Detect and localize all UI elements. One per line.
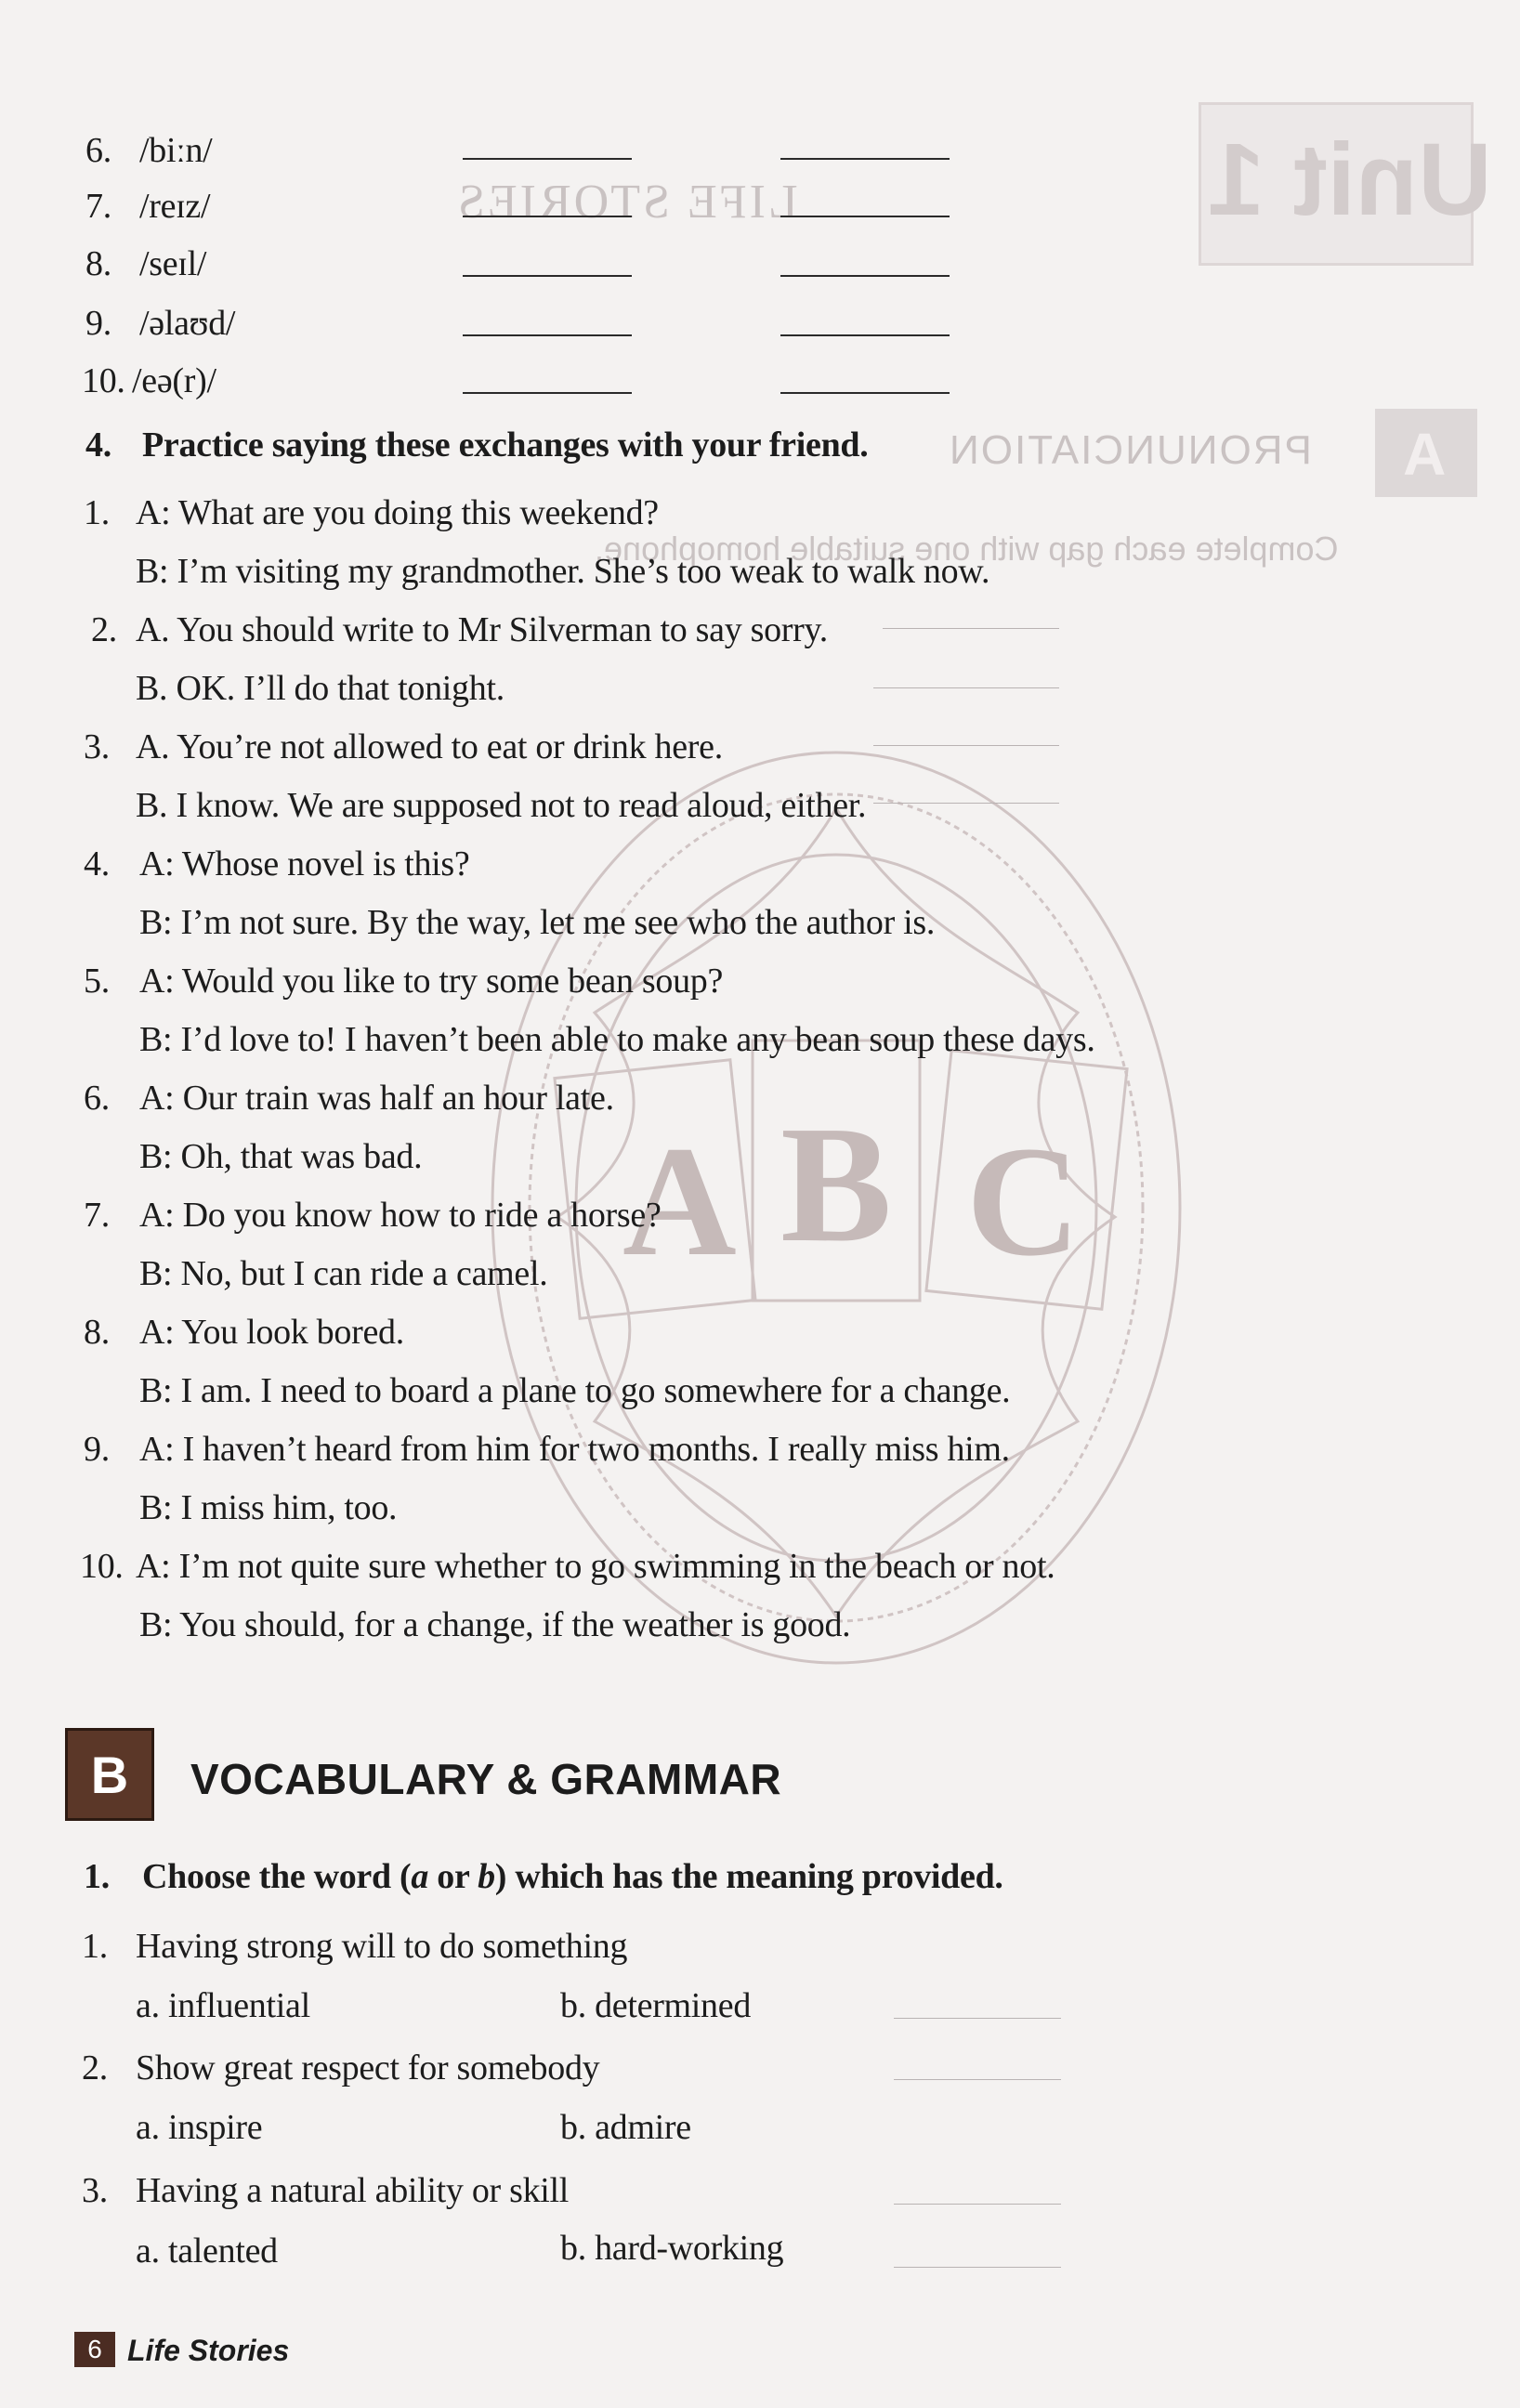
guide-line <box>873 687 1059 688</box>
exchange-6-number: 6. <box>84 1079 110 1118</box>
exchange-5-line-b: B: I’d love to! I haven’t been able to make any bean soup these days. <box>139 1020 1095 1059</box>
vocab-q3-number: 3. <box>82 2171 108 2210</box>
b-exercise-1-instruction <box>142 1856 1003 1897</box>
vocab-q3-option-a[interactable]: a. talented <box>136 2231 278 2271</box>
exchange-4-line-a: A: Whose novel is this? <box>139 844 470 883</box>
exchange-2-line-a: A. You should write to Mr Silverman to say sorry. <box>136 610 828 649</box>
pron-blank-10b[interactable] <box>780 392 950 394</box>
vocab-q3-option-b[interactable]: b. hard-working <box>560 2229 784 2268</box>
vocab-q2-text: Show great respect for somebody <box>136 2048 600 2087</box>
exchange-7-line-a: A: Do you know how to ride a horse? <box>139 1196 662 1235</box>
pron-num-6: 6. <box>85 131 111 170</box>
instruction-option-b: b <box>478 1857 495 1896</box>
guide-line <box>873 745 1059 746</box>
bleed-section-letter: A <box>1403 421 1447 488</box>
instruction-text: Choose the word ( <box>142 1857 412 1896</box>
vocab-q1-option-a[interactable]: a. influential <box>136 1986 310 2025</box>
pron-ipa-9: /əlaʊd/ <box>139 304 236 343</box>
bleed-header: LIFE STORIES <box>455 176 798 229</box>
exercise-4-instruction: Practice saying these exchanges with your friend. <box>142 425 869 465</box>
vocab-q1-answer-blank[interactable] <box>894 2018 1061 2019</box>
pron-blank-10a[interactable] <box>463 392 632 394</box>
exchange-1-line-b: B: I’m visiting my grandmother. She’s too weak to walk now. <box>136 552 990 591</box>
page-number-badge: 6 <box>74 2332 115 2367</box>
instruction-option-a: a <box>411 1857 429 1896</box>
guide-line <box>883 628 1059 629</box>
pron-num-7: 7. <box>85 187 111 226</box>
pron-blank-8b[interactable] <box>780 275 950 277</box>
instruction-text: or <box>428 1857 478 1896</box>
bleed-instruction: Complete each gap with one suitable homophone. <box>595 530 1339 568</box>
bleed-section-title: PRONUNCIATION <box>948 427 1312 473</box>
instruction-text: ) which has the meaning provided. <box>494 1857 1003 1896</box>
pron-blank-6a[interactable] <box>463 158 632 160</box>
bleed-unit-label: Unit 1 <box>1208 123 1492 237</box>
exchange-9-line-b: B: I miss him, too. <box>139 1488 398 1527</box>
exchange-4-number: 4. <box>84 844 110 883</box>
pron-ipa-8: /seɪl/ <box>139 244 207 283</box>
pron-blank-9b[interactable] <box>780 334 950 336</box>
exchange-8-line-a: A: You look bored. <box>139 1313 404 1352</box>
pron-blank-7b[interactable] <box>780 216 950 217</box>
pron-num-8: 8. <box>85 244 111 283</box>
vocab-q3-text: Having a natural ability or skill <box>136 2171 570 2210</box>
exchange-10-number: 10. <box>80 1547 124 1586</box>
section-b-badge: B <box>65 1728 154 1821</box>
exchange-2-number: 2. <box>91 610 117 649</box>
vocab-q1-option-b[interactable]: b. determined <box>560 1986 752 2025</box>
vocab-q1-text: Having strong will to do something <box>136 1927 628 1966</box>
exchange-1-number: 1. <box>84 493 110 532</box>
pron-blank-9a[interactable] <box>463 334 632 336</box>
exchange-7-line-b: B: No, but I can ride a camel. <box>139 1254 548 1293</box>
pron-blank-7a[interactable] <box>463 216 632 217</box>
vocab-q3-answer-blank[interactable] <box>894 2204 1061 2205</box>
watermark-letter-a: A <box>622 1114 737 1289</box>
vocab-q1-number: 1. <box>82 1927 108 1966</box>
exchange-6-line-b: B: Oh, that was bad. <box>139 1137 423 1176</box>
exchange-8-number: 8. <box>84 1313 110 1352</box>
pron-ipa-6: /biːn/ <box>139 131 213 170</box>
exchange-9-number: 9. <box>84 1430 110 1469</box>
exchange-10-line-a: A: I’m not quite sure whether to go swimming in the beach or not. <box>136 1547 1055 1586</box>
exercise-4-number: 4. <box>85 425 111 465</box>
guide-line <box>873 803 1059 804</box>
pron-blank-6b[interactable] <box>780 158 950 160</box>
pron-blank-8a[interactable] <box>463 275 632 277</box>
exchange-2-line-b: B. OK. I’ll do that tonight. <box>136 669 504 708</box>
footer-book-title: Life Stories <box>127 2334 290 2367</box>
exchange-5-line-a: A: Would you like to try some bean soup? <box>139 962 724 1001</box>
exchange-4-line-b: B: I’m not sure. By the way, let me see who the author is. <box>139 903 936 942</box>
exchange-6-line-a: A: Our train was half an hour late. <box>139 1079 614 1118</box>
exchange-8-line-b: B: I am. I need to board a plane to go somewhere for a change. <box>139 1371 1011 1410</box>
vocab-answer-blank[interactable] <box>894 2267 1061 2268</box>
pron-ipa-7: /reɪz/ <box>139 187 211 226</box>
vocab-q2-number: 2. <box>82 2048 108 2087</box>
vocab-q2-option-a[interactable]: a. inspire <box>136 2108 263 2147</box>
exchange-7-number: 7. <box>84 1196 110 1235</box>
exchange-3-line-b: B. I know. We are supposed not to read aloud, either. <box>136 786 867 825</box>
watermark-letter-c: C <box>966 1114 1081 1289</box>
b-exercise-1-number: 1. <box>84 1857 110 1896</box>
exchange-3-line-a: A. You’re not allowed to eat or drink here. <box>136 727 723 766</box>
pron-num-10: 10. <box>82 361 125 400</box>
exchange-3-number: 3. <box>84 727 110 766</box>
pron-num-9: 9. <box>85 304 111 343</box>
vocab-q2-answer-blank[interactable] <box>894 2079 1061 2080</box>
exchange-10-line-b: B: You should, for a change, if the weather is good. <box>139 1605 851 1644</box>
pron-ipa-10: /eə(r)/ <box>132 361 216 400</box>
exchange-9-line-a: A: I haven’t heard from him for two months. I really miss him. <box>139 1430 1010 1469</box>
exchange-1-line-a: A: What are you doing this weekend? <box>136 493 659 532</box>
exchange-5-number: 5. <box>84 962 110 1001</box>
section-b-title: VOCABULARY & GRAMMAR <box>190 1755 782 1803</box>
watermark-letter-b: B <box>780 1092 893 1276</box>
vocab-q2-option-b[interactable]: b. admire <box>560 2108 691 2147</box>
